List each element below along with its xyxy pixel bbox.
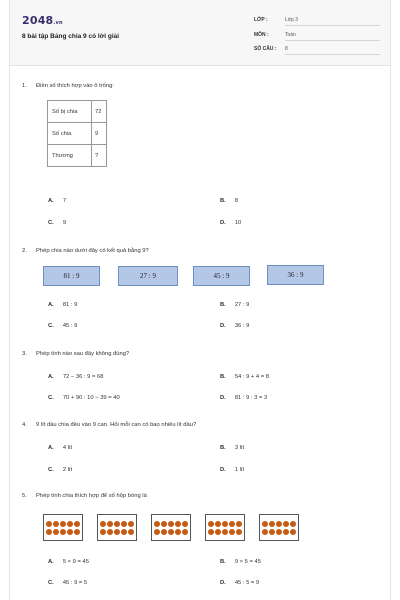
division-table [47, 100, 107, 167]
option-c[interactable]: C. 45 : 9 [48, 323, 78, 329]
meta-value: Lớp 3 [285, 17, 380, 26]
option-d[interactable]: D. 81 : 9 : 3 = 3 [220, 395, 268, 401]
ball [168, 529, 174, 535]
ball [290, 521, 296, 527]
option-b[interactable]: B. 8 [220, 198, 239, 204]
option-c[interactable]: C. 70 + 90 : 10 − 39 = 40 [48, 395, 120, 401]
ball [74, 521, 80, 527]
question-number: 3. [22, 351, 27, 357]
ball [222, 521, 228, 527]
ball [175, 521, 181, 527]
table-cell: Số chia [48, 123, 92, 145]
ball [53, 529, 59, 535]
ball [128, 529, 134, 535]
meta-label: LỚP : [254, 17, 268, 23]
option-a[interactable]: A. 7 [48, 198, 67, 204]
ball [283, 529, 289, 535]
option-d[interactable]: D. 1 lít [220, 467, 245, 473]
expression-box: 45 : 9 [193, 266, 250, 286]
option-b[interactable]: B. 3 lít [220, 445, 245, 451]
ball-box [97, 514, 137, 541]
ball [107, 521, 113, 527]
option-d[interactable]: D. 36 : 9 [220, 323, 250, 329]
ball [222, 529, 228, 535]
ball [114, 521, 120, 527]
ball [74, 529, 80, 535]
ball-box [151, 514, 191, 541]
ball [128, 521, 134, 527]
ball [60, 521, 66, 527]
option-c[interactable]: C. 9 [48, 220, 67, 226]
ball [175, 529, 181, 535]
meta-value: 8 [285, 46, 380, 55]
table-cell: 9 [92, 123, 107, 145]
ball [236, 521, 242, 527]
option-a[interactable]: A. 5 × 9 = 45 [48, 559, 89, 565]
question-number: 1. [22, 83, 27, 89]
table-cell: Số bị chia [48, 101, 92, 123]
ball [154, 529, 160, 535]
option-b[interactable]: B. 54 : 9 + 4 = 8 [220, 374, 269, 380]
table-cell: Thương [48, 145, 92, 167]
ball-box [205, 514, 245, 541]
question-number: 2. [22, 248, 27, 254]
question-number: 4. [22, 422, 27, 428]
ball [269, 521, 275, 527]
ball [46, 529, 52, 535]
ball [229, 521, 235, 527]
table-row [48, 145, 107, 167]
table-cell: 72 [92, 101, 107, 123]
question-number: 5. [22, 493, 27, 499]
ball [215, 529, 221, 535]
ball [107, 529, 113, 535]
worksheet-page [9, 0, 391, 600]
table-cell: ? [92, 145, 107, 167]
ball [121, 529, 127, 535]
ball [114, 529, 120, 535]
ball [208, 529, 214, 535]
question-text: Điền số thích hợp vào ô trống: [36, 83, 114, 89]
ball [67, 529, 73, 535]
option-d[interactable]: D. 10 [220, 220, 242, 226]
ball [182, 521, 188, 527]
option-a[interactable]: A. 72 − 36 : 9 = 68 [48, 374, 104, 380]
table-row [48, 101, 107, 123]
ball [269, 529, 275, 535]
option-b[interactable]: B. 9 × 5 = 45 [220, 559, 261, 565]
table-row [48, 123, 107, 145]
option-c[interactable]: C. 45 : 9 = 5 [48, 580, 88, 586]
ball [215, 521, 221, 527]
site-logo[interactable]: 2048.vn [22, 14, 63, 27]
worksheet-header [10, 0, 390, 66]
option-d[interactable]: D. 45 : 5 = 9 [220, 580, 260, 586]
ball [161, 521, 167, 527]
option-a[interactable]: A. 4 lít [48, 445, 73, 451]
ball [154, 521, 160, 527]
ball-box [43, 514, 83, 541]
question-text: Phép tính chia thích hợp để số hộp bóng là [36, 493, 147, 499]
question-text: 9 lít dầu chia đều vào 9 can. Hỏi mỗi can có bao nhiêu lít dầu? [36, 422, 197, 428]
ball [121, 521, 127, 527]
ball [182, 529, 188, 535]
option-b[interactable]: B. 27 : 9 [220, 302, 250, 308]
question-text: Phép tính nào sau đây không đúng? [36, 351, 130, 357]
ball [276, 529, 282, 535]
ball [262, 521, 268, 527]
ball [208, 521, 214, 527]
ball [46, 521, 52, 527]
page-title: 8 bài tập Bảng chia 9 có lời giải [22, 33, 120, 40]
ball [229, 529, 235, 535]
ball [161, 529, 167, 535]
meta-label: MÔN : [254, 32, 269, 38]
ball [53, 521, 59, 527]
meta-label: SỐ CÂU : [254, 46, 277, 52]
expression-box: 36 : 9 [267, 265, 324, 285]
expression-box: 27 : 9 [118, 266, 178, 286]
meta-value: Toán [285, 32, 380, 41]
ball [283, 521, 289, 527]
option-a[interactable]: A. 81 : 9 [48, 302, 78, 308]
ball [236, 529, 242, 535]
ball [100, 521, 106, 527]
ball [100, 529, 106, 535]
ball [60, 529, 66, 535]
ball [276, 521, 282, 527]
question-text: Phép chia nào dưới đây có kết quả bằng 9? [36, 248, 149, 254]
ball [290, 529, 296, 535]
option-c[interactable]: C. 2 lít [48, 467, 73, 473]
ball [168, 521, 174, 527]
ball [67, 521, 73, 527]
ball [262, 529, 268, 535]
ball-box [259, 514, 299, 541]
expression-box: 81 : 9 [43, 266, 100, 286]
